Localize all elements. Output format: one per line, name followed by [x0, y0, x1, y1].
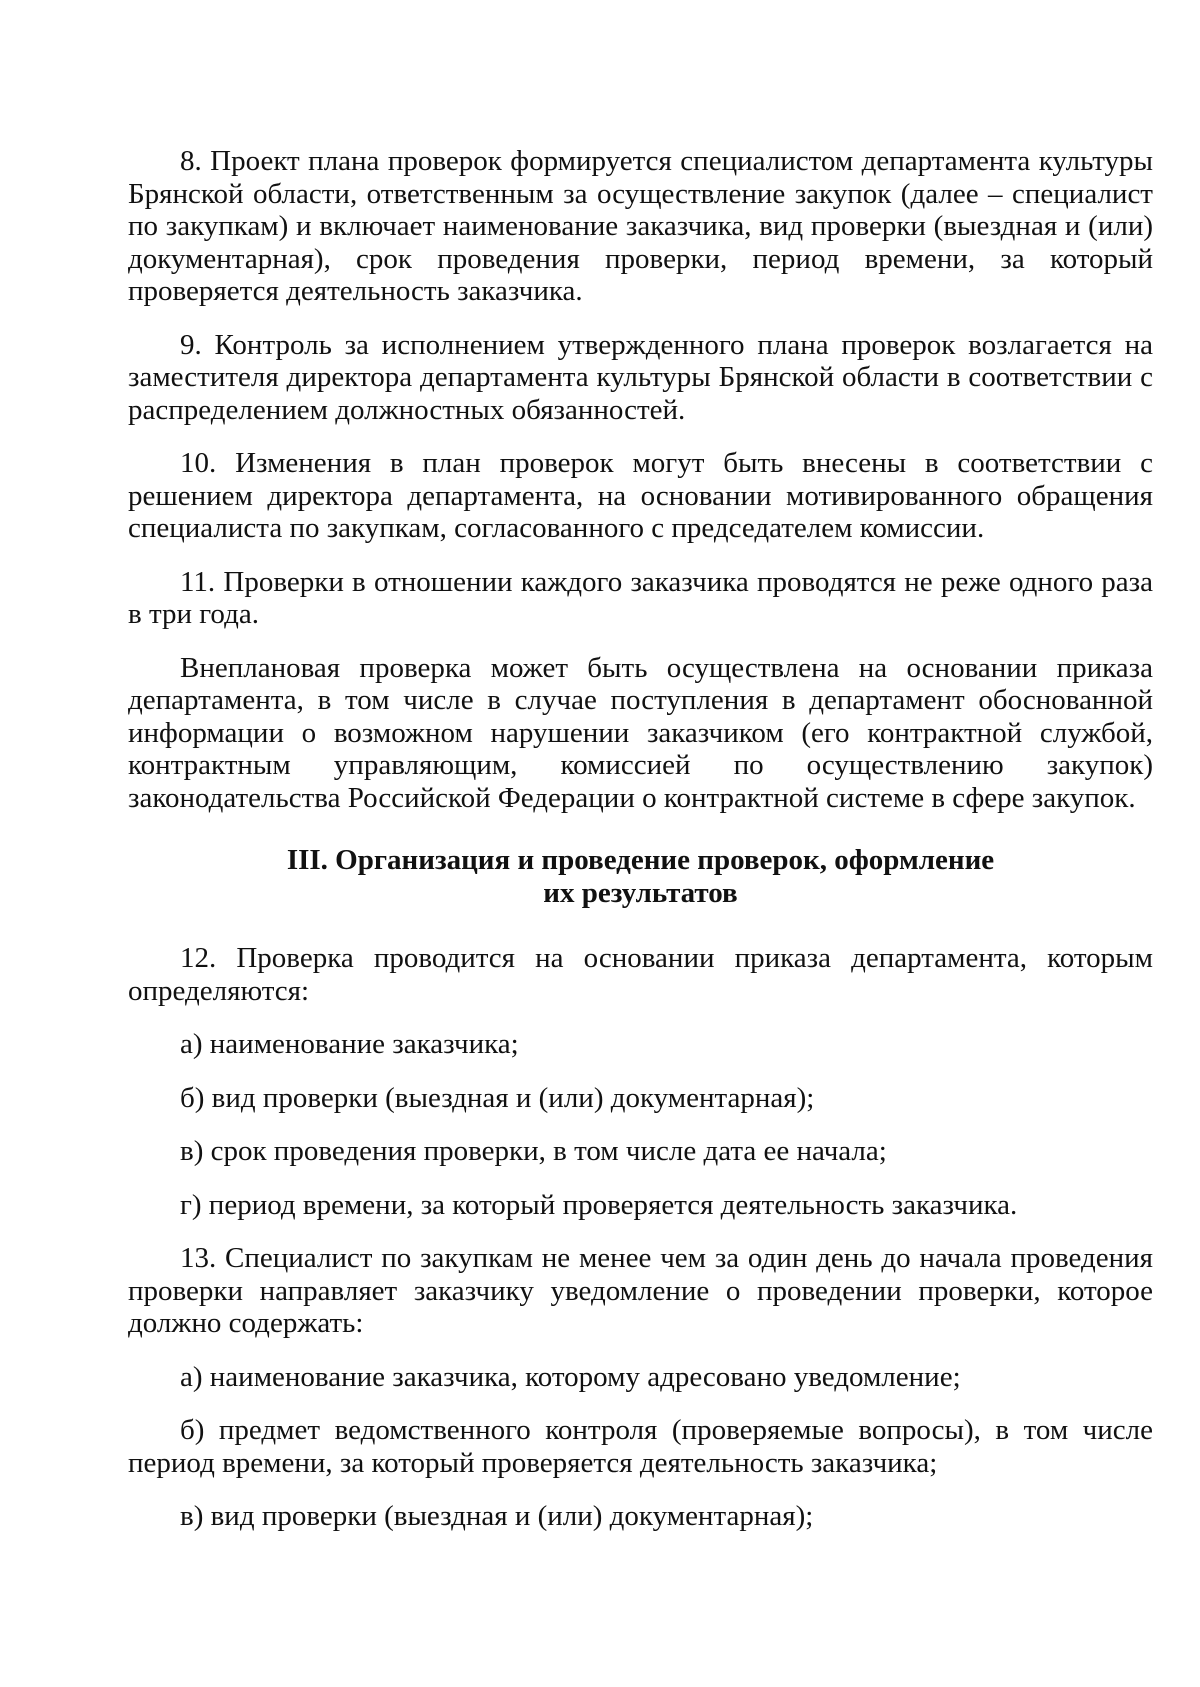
list-item: в) вид проверки (выездная и (или) документарная);: [180, 1500, 814, 1532]
paragraph-8: 8. Проект плана проверок формируется специалистом департамента культуры Брянской области, ответственным за осуществление закупок (далее – специалист по закупкам) и включает наименование заказчика, вид проверки (выездная и (или) документарная), срок проведения проверки, период времени, за который проверяется деятельность заказчика.: [128, 145, 1153, 307]
list-item: г) период времени, за который проверяется деятельность заказчика.: [180, 1188, 1018, 1221]
paragraph-9: 9. Контроль за исполнением утвержденного плана проверок возлагается на заместителя директора департамента культуры Брянской области в соответствии с распределением должностных обязанностей.: [128, 328, 1153, 426]
list-item: а) наименование заказчика, которому адресовано уведомление;: [180, 1360, 961, 1393]
list-item: б) вид проверки (выездная и (или) документарная);: [180, 1081, 815, 1114]
section-heading-line-2: их результатов: [543, 876, 738, 909]
section-heading: [128, 844, 1153, 909]
document-body: [128, 145, 1153, 1554]
list-item: в) срок проведения проверки, в том числе дата ее начала;: [180, 1135, 887, 1167]
paragraph-13: 13. Специалист по закупкам не менее чем за один день до начала проведения проверки направляет заказчику уведомление о проведении проверки, которое должно содержать:: [128, 1242, 1153, 1339]
list-item: б) предмет ведомственного контроля (проверяемые вопросы), в том числе период времени, за который проверяется деятельность заказчика;: [128, 1414, 1153, 1479]
section-heading-line-1: III. Организация и проведение проверок, оформление: [286, 844, 995, 876]
paragraph-unscheduled-inspection: Внеплановая проверка может быть осуществлена на основании приказа департамента, в том числе в случае поступления в департамент обоснованной информации о возможном нарушении заказчиком (его контрактной службой, контрактным управляющим, комиссией по осуществлению закупок) законодательства Российской Федерации о контрактной системе в сфере закупок.: [128, 651, 1153, 814]
paragraph-11: 11. Проверки в отношении каждого заказчика проводятся не реже одного раза в три года.: [128, 565, 1153, 630]
paragraph-12: 12. Проверка проводится на основании приказа департамента, которым определяются:: [128, 942, 1153, 1007]
paragraph-10: 10. Изменения в план проверок могут быть внесены в соответствии с решением директора департамента, на основании мотивированного обращения специалиста по закупкам, согласованного с председателем комиссии.: [128, 447, 1153, 544]
list-item: а) наименование заказчика;: [180, 1028, 519, 1060]
